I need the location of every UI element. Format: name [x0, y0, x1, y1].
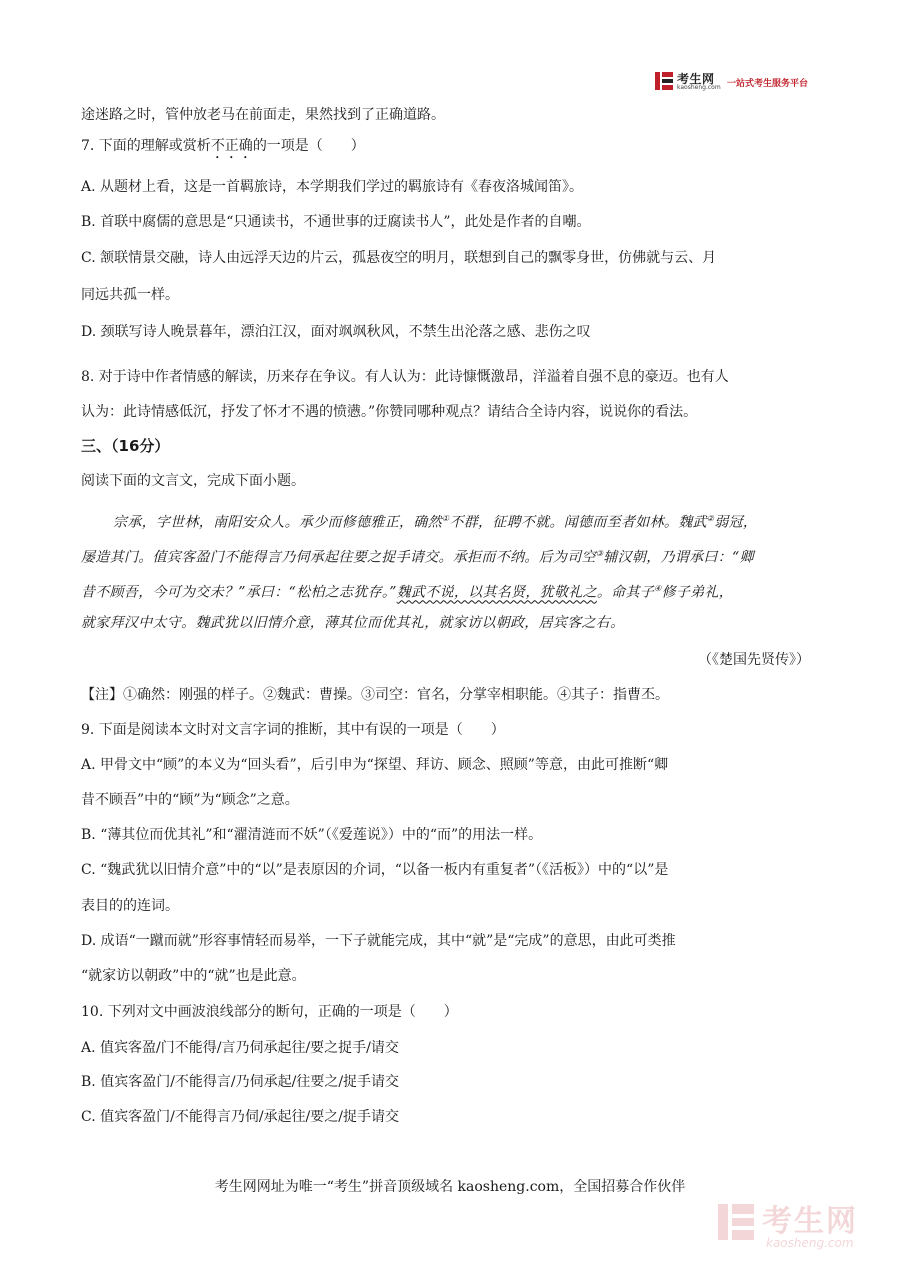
- passage-line-4: 就家拜汉中太守。魏武犹以旧情介意，薄其位而优其礼，就家访以朝政，居宾客之右。: [81, 615, 625, 631]
- q9-option-d-cont: “就家访以朝政”中的“就”也是此意。: [81, 968, 306, 984]
- question-10: 10. 下列对文中画波浪线部分的断句，正确的一项是（ ）: [81, 1004, 458, 1020]
- annotation-note: 【注】①确然：刚强的样子。②魏武：曹操。③司空：官名，分掌宰相职能。④其子：指曹丕。: [81, 687, 669, 703]
- header-logo: [654, 70, 824, 94]
- passage-line-1: [113, 510, 757, 532]
- question-8: 8. 对于诗中作者情感的解读，历来存在争议。有人认为：此诗慷慨激昂，洋溢着自强不息的豪迈。也有人: [81, 369, 729, 385]
- passage-text: 昔不顾吾，今可为交未？”承曰：“松柏之志犹存。”: [81, 584, 397, 601]
- footnote-marker: ②: [706, 514, 715, 523]
- passage-line-3: [81, 580, 733, 602]
- section-3-label: 三、（: [81, 437, 119, 455]
- question-9: 9. 下面是阅读本文时对文言字词的推断，其中有误的一项是（ ）: [81, 722, 505, 738]
- passage-text: 不群，征聘不就。闻德而至者如林。魏武: [449, 514, 707, 531]
- q10-option-b: B. 值宾客盈门/不能得言/乃伺承起/往要之/捉手请交: [81, 1074, 400, 1090]
- q7-option-b: B. 首联中腐儒的意思是“只通读书，不通世事的迂腐读书人”，此处是作者的自嘲。: [81, 214, 591, 230]
- passage-line-2: [81, 545, 754, 567]
- watermark-brand: 考生网: [762, 1204, 858, 1239]
- q7-option-a: A. 从题材上看，这是一首羁旅诗，本学期我们学过的羁旅诗有《春夜洛城闻笛》。: [81, 179, 584, 195]
- q10-option-a: A. 值宾客盈/门不能得/言乃伺承起往/要之捉手/请交: [81, 1040, 399, 1056]
- q10-option-c: C. 值宾客盈门/不能得言乃伺/承起往/要之/捉手请交: [81, 1109, 399, 1125]
- passage-text: 弱冠，: [714, 514, 758, 531]
- q9-option-b: B. “薄其位而优其礼”和“濯清涟而不妖”（《爱莲说》）中的“而”的用法一样。: [81, 827, 543, 843]
- q7-option-c-cont: 同远共孤一样。: [81, 287, 179, 303]
- watermark-url: kaosheng.com: [766, 1236, 854, 1250]
- logo-slogan: 一站式考生服务平台: [727, 79, 809, 89]
- q9-option-a-cont: 昔不顾吾”中的“顾”为“顾念”之意。: [81, 792, 299, 808]
- logo-url: kaosheng.com: [677, 84, 721, 91]
- q7-option-d: D. 颈联写诗人晚景暮年，漂泊江汉，面对飒飒秋风，不禁生出沦落之感、悲伤之叹: [81, 324, 591, 340]
- question-7: [81, 137, 365, 162]
- reading-instruction: 阅读下面的文言文，完成下面小题。: [81, 473, 305, 489]
- passage-text: 宗承，字世林，南阳安众人。承少而修德雅正，确然: [113, 514, 442, 531]
- question-8-cont: 认为：此诗情感低沉，抒发了怀才不遇的愤懑。”你赞同哪种观点？请结合全诗内容，说说你的看法。: [81, 404, 698, 420]
- kaosheng-logo-icon: [654, 71, 674, 91]
- passage-text: 屡造其门。值宾客盈门不能得言乃伺承起往要之捉手请交。承拒而不纳。后为司空: [81, 549, 596, 566]
- passage-text: 辅汉朝，乃谓承曰：“卿: [603, 549, 754, 566]
- section-3-heading: [81, 437, 169, 455]
- passage-source: （《楚国先贤传》）: [698, 652, 810, 668]
- q9-option-c-cont: 表目的的连词。: [81, 898, 179, 914]
- q7-prefix: 7. 下面的理解或赏析: [81, 138, 211, 154]
- q9-option-a: A. 甲骨文中“顾”的本义为“回头看”，后引申为“探望、拜访、顾念、照顾”等意，由此可推断“卿: [81, 757, 669, 773]
- q7-emphasis: 不正确: [210, 138, 253, 154]
- passage-text: 修子弟礼，: [661, 584, 734, 601]
- passage-text: 。命其子: [596, 584, 655, 601]
- q9-option-c: C. “魏武犹以旧情介意”中的“以”是表原因的介词，“以备一板内有重复者”（《活板》）中的“以”是: [81, 862, 669, 878]
- q7-suffix: 的一项是（ ）: [252, 138, 365, 154]
- section-3-points: 16: [118, 437, 140, 455]
- page-footer: 考生网网址为唯一“考生”拼音顶级域名 kaosheng.com，全国招募合作伙伴: [214, 1179, 686, 1195]
- footnote-marker: ①: [441, 514, 450, 523]
- wavy-underlined-text: 魏武不说，以其名贤，犹敬礼之: [396, 584, 597, 601]
- watermark: [716, 1196, 886, 1260]
- watermark-logo-icon: [716, 1202, 756, 1242]
- q9-option-d: D. 成语“一蹴而就”形容事情轻而易举，一下子就能完成，其中“就”是“完成”的意思，由此可类推: [81, 933, 676, 949]
- logo-brand: 考生网: [677, 72, 715, 86]
- q7-option-c: C. 颔联情景交融，诗人由远浮天边的片云，孤悬夜空的明月，联想到自己的飘零身世，仿佛就与云、月: [81, 250, 717, 266]
- text-line: 途迷路之时，管仲放老马在前面走，果然找到了正确道路。: [81, 107, 445, 123]
- footnote-marker: ③: [595, 549, 604, 558]
- section-3-unit: 分）: [139, 437, 170, 455]
- footnote-marker: ④: [654, 584, 662, 593]
